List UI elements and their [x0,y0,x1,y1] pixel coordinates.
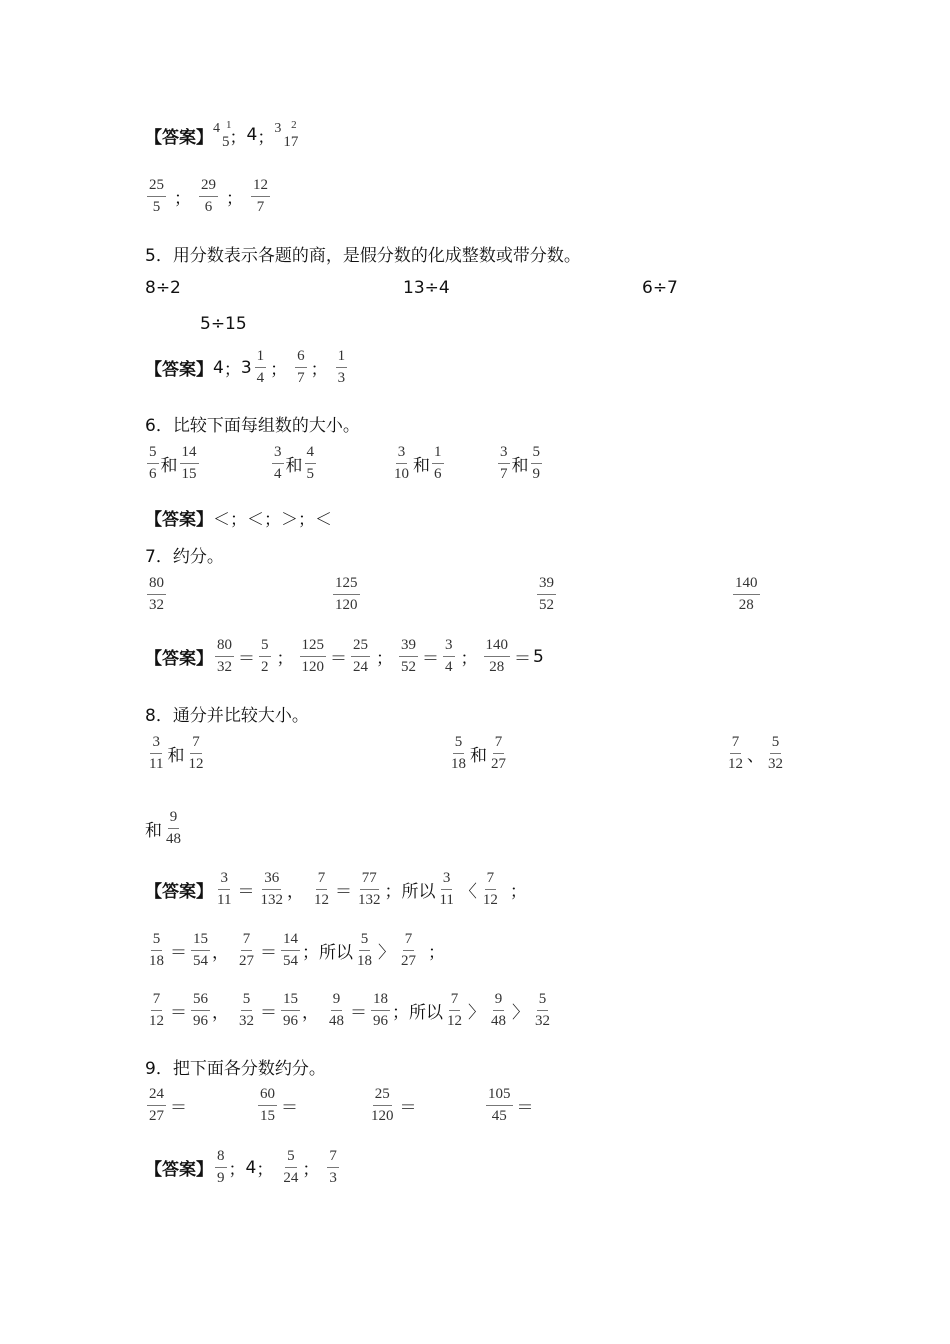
mixed-number: 3 2 17 [274,119,299,150]
q5-item: 5÷15 [200,314,247,334]
q5-item: 8÷2 [145,278,181,298]
answer-label: 【答案】 [145,649,213,669]
answer-label: 【答案】 [145,882,213,902]
answer-label: 【答案】 [145,360,213,380]
q8-group: $\frac{5}{18}$ 和 $\frac{7}{27}$ [451,734,506,772]
q9-answer: 【答案】 $\frac{8}{9}$ ； 4 ； $\frac{5}{24}$ ； $\frac{7}{3}$ [145,1148,337,1186]
answer-label: 【答案】 [145,127,213,148]
question-9-title: 9．把下面各分数约分。 [145,1059,326,1079]
answer-line-prev: 【答案】 4 1 5 ； 4 ； 3 2 17 [145,119,299,150]
q5-item: 6÷7 [642,278,678,298]
q7-item: $\frac{125}{120}$ [335,575,358,613]
q9-item: $\frac{105}{45}$ ＝ [488,1086,534,1124]
q5-item: 13÷4 [403,278,450,298]
q6-pair: $\frac{3}{7}$ 和 $\frac{5}{9}$ [500,444,540,482]
answer-fractions-prev: $\frac{25}{5}$ ； $\frac{29}{6}$ ； $\frac{12}{7}$ [149,177,268,215]
q9-item: $\frac{24}{27}$ ＝ [149,1086,187,1124]
answer-label: 【答案】 [145,510,213,530]
mixed-number: 4 1 5 [213,119,232,150]
fraction: $\frac{25}{5}$ [149,177,164,215]
q8-group: $\frac{7}{12}$ 、 $\frac{5}{32}$ [728,734,783,772]
fraction: $\frac{12}{7}$ [253,177,268,215]
fraction: $\frac{29}{6}$ [201,177,216,215]
mixed-number: 3 $\frac{1}{4}$ [240,348,265,386]
q8-answer-2: $\frac{5}{18}$ ＝ $\frac{15}{54}$ ， $\frac{7}{27}$ ＝ $\frac{14}{54}$ ； 所以 $\frac{5}{18}$ 〉 $\frac{7}{27}$ ； [149,931,445,969]
q7-item: $\frac{80}{32}$ [149,575,164,613]
q6-pair: $\frac{3}{4}$ 和 $\frac{4}{5}$ [274,444,314,482]
question-8-title: 8．通分并比较大小。 [145,706,309,726]
q6-pair: $\frac{3}{10}$ 和 $\frac{1}{6}$ [394,444,442,482]
q8-answer-3: $\frac{7}{12}$ ＝ $\frac{56}{96}$ ， $\frac{5}{32}$ ＝ $\frac{15}{96}$ ， $\frac{9}{48}$ ＝ $\frac{18}{96}$ ； 所以 $\frac{7}{12}$ 〉 $\frac{9}{48}$ 〉 $\frac{5}{32}$ [149,991,550,1029]
q6-answer: 【答案】 ＜ ； ＜ ； ＞ ； ＜ [145,505,332,530]
q7-answer: 【答案】 $\frac{80}{32}$ ＝ $\frac{5}{2}$ ； $\frac{125}{120}$ ＝ $\frac{25}{24}$ ； $\frac{39}{52}$ ＝ $\frac{3}{4}$ ； $\frac{140}{28}$ ＝ 5 [145,637,544,675]
q8-group: $\frac{3}{11}$ 和 $\frac{7}{12}$ [149,734,204,772]
q5-answer: 【答案】 4 ； 3 $\frac{1}{4}$ ； $\frac{6}{7}$ ； $\frac{1}{3}$ [145,348,346,386]
q8-group-cont: 和 $\frac{9}{48}$ [145,809,181,847]
question-5-title: 5．用分数表示各题的商，是假分数的化成整数或带分数。 [145,246,581,266]
fraction: $\frac{1}{3}$ [337,348,346,386]
q8-answer-1: 【答案】 $\frac{3}{11}$ ＝ $\frac{36}{132}$ ， $\frac{7}{12}$ ＝ $\frac{77}{132}$ ； 所以 $\frac{3}{11}$ 〈 $\frac{7}{12}$ ； [145,870,527,908]
q9-item: $\frac{60}{15}$ ＝ [260,1086,298,1124]
q6-pair: $\frac{5}{6}$ 和 $\frac{14}{15}$ [149,444,197,482]
fraction: $\frac{6}{7}$ [297,348,305,386]
q7-item: $\frac{39}{52}$ [539,575,554,613]
answer-label: 【答案】 [145,1160,213,1180]
q9-item: $\frac{25}{120}$ ＝ [371,1086,417,1124]
question-7-title: 7．约分。 [145,547,224,567]
q7-item: $\frac{140}{28}$ [735,575,758,613]
question-6-title: 6．比较下面每组数的大小。 [145,416,360,436]
